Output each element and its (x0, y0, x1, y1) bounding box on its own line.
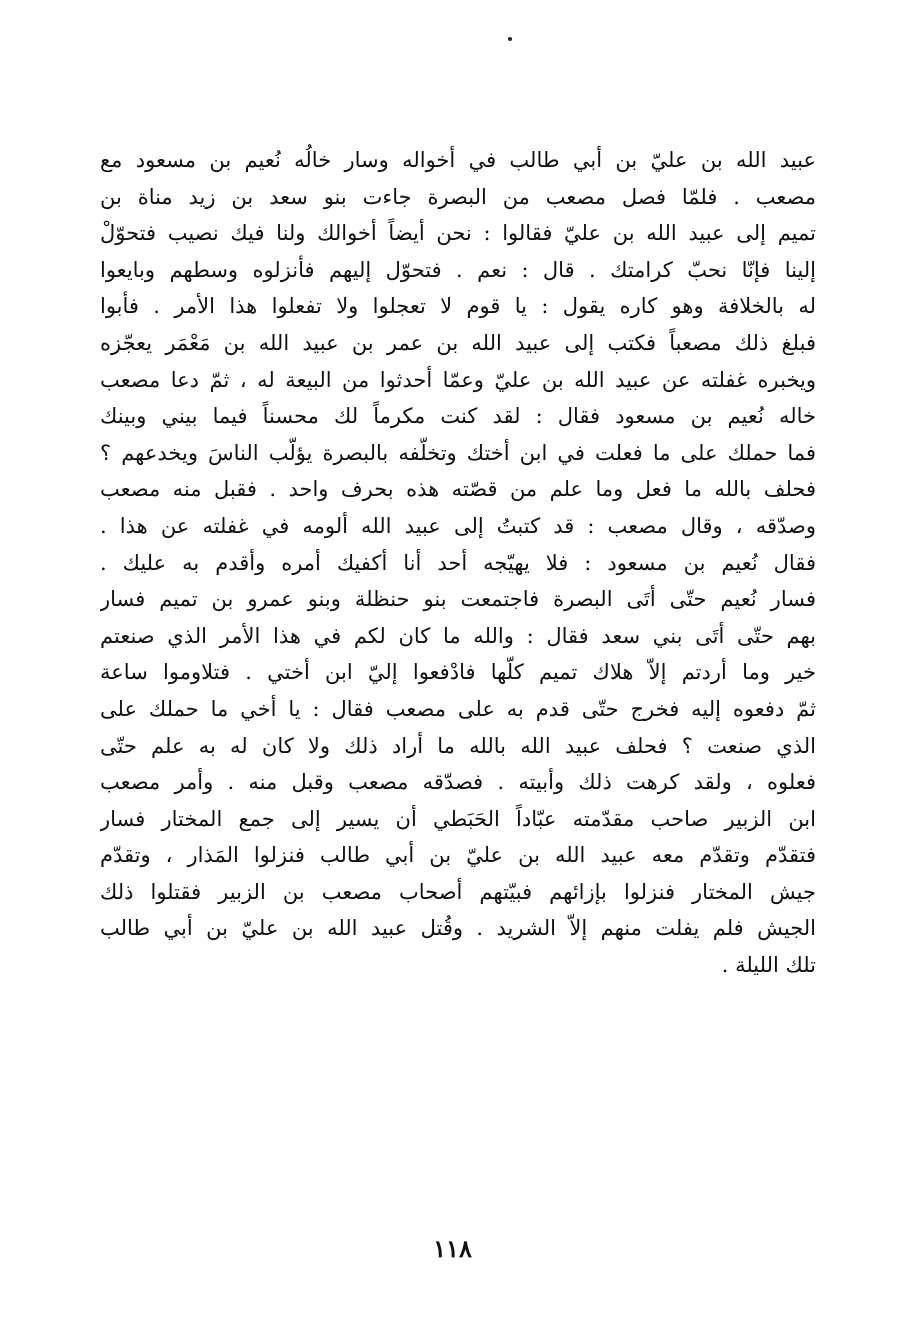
text-line: خاله نُعيم بن مسعود فقال : لقد كنت مكرماً لك محسناً فيما بيني وبينك (100, 404, 816, 429)
text-line: فقال نُعيم بن مسعود : فلا يهيّجه أحد أنا أكفيك أمره وأقدم به عليك . (100, 550, 816, 575)
ink-speck (508, 37, 512, 41)
text-line: وصدّقه ، وقال مصعب : قد كتبتُ إلى عبيد الله ألومه في غفلته عن هذا . (100, 513, 816, 538)
text-line: فبلغ ذلك مصعباً فكتب إلى عبيد الله بن عمر بن عبيد الله بن مَعْمَر يعجّزه (100, 330, 816, 355)
text-line: إلينا فإنّا نحبّ كرامتك . قال : نعم . فتحوّل إليهم فأنزلوه وسطهم وبايعوا (100, 257, 816, 282)
text-line: ثمّ دفعوه إليه فخرج حتّى قدم به على مصعب فقال : يا أخي ما حملك على (100, 696, 816, 721)
text-line: فتقدّم وتقدّم معه عبيد الله بن عليّ بن أبي طالب فنزلوا المَذار ، وتقدّم (100, 843, 816, 868)
text-line: له بالخلافة وهو كاره يقول : يا قوم لا تعجلوا ولا تفعلوا هذا الأمر . فأبوا (100, 294, 816, 319)
text-line: فحلف بالله ما فعل وما علم من قصّته هذه بحرف واحد . فقبل منه مصعب (100, 477, 816, 502)
text-line: مصعب . فلمّا فصل مصعب من البصرة جاءت بنو سعد بن زيد مناة بن (100, 184, 816, 209)
text-line: تلك الليلة . (721, 953, 816, 978)
body-text (100, 142, 816, 984)
text-line: تميم إلى عبيد الله بن عليّ فقالوا : نحن أيضاً أخوالك ولنا فيك نصيب فتحوّلْ (100, 221, 816, 246)
text-line: عبيد الله بن عليّ بن أبي طالب في أخواله وسار خالُه نُعيم بن مسعود مع (100, 148, 816, 172)
text-line: جيش المختار فنزلوا بإزائهم فبيّتهم أصحاب مصعب بن الزبير فقتلوا ذلك (100, 879, 816, 904)
text-line: فسار نُعيم حتّى أتَى البصرة فاجتمعت بنو حنظلة وبنو عمرو بن تميم فسار (100, 587, 816, 612)
text-line: خير وما أردتم إلاّ هلاك تميم كلّها فادْفعوا إليّ ابن أختي . فتلاوموا ساعة (100, 660, 816, 685)
text-line: ويخبره غفلته عن عبيد الله بن عليّ وعمّا أحدثوا من البيعة له ، ثمّ دعا مصعب (100, 367, 816, 392)
text-line: الجيش فلم يفلت منهم إلاّ الشريد . وقُتل عبيد الله بن عليّ بن أبي طالب (100, 916, 816, 941)
text-line: فعلوه ، ولقد كرهت ذلك وأبيته . فصدّقه مصعب وقبل منه . وأمر مصعب (100, 770, 816, 795)
text-line: بهم حتّى أتَى بني سعد فقال : والله ما كان لكم في هذا الأمر الذي صنعتم (100, 623, 816, 648)
text-line: الذي صنعت ؟ فحلف عبيد الله بالله ما أراد ذلك ولا كان له به علم حتّى (100, 733, 816, 758)
text-line: ابن الزبير صاحب مقدّمته عبّاداً الحَبَطي أن يسير إلى جمع المختار فسار (100, 806, 816, 831)
page-number: ١١٨ (433, 1234, 472, 1263)
text-line: فما حملك على ما فعلت في ابن أختك وتخلّفه بالبصرة يؤلّب الناسَ ويخدعهم ؟ (100, 440, 816, 465)
